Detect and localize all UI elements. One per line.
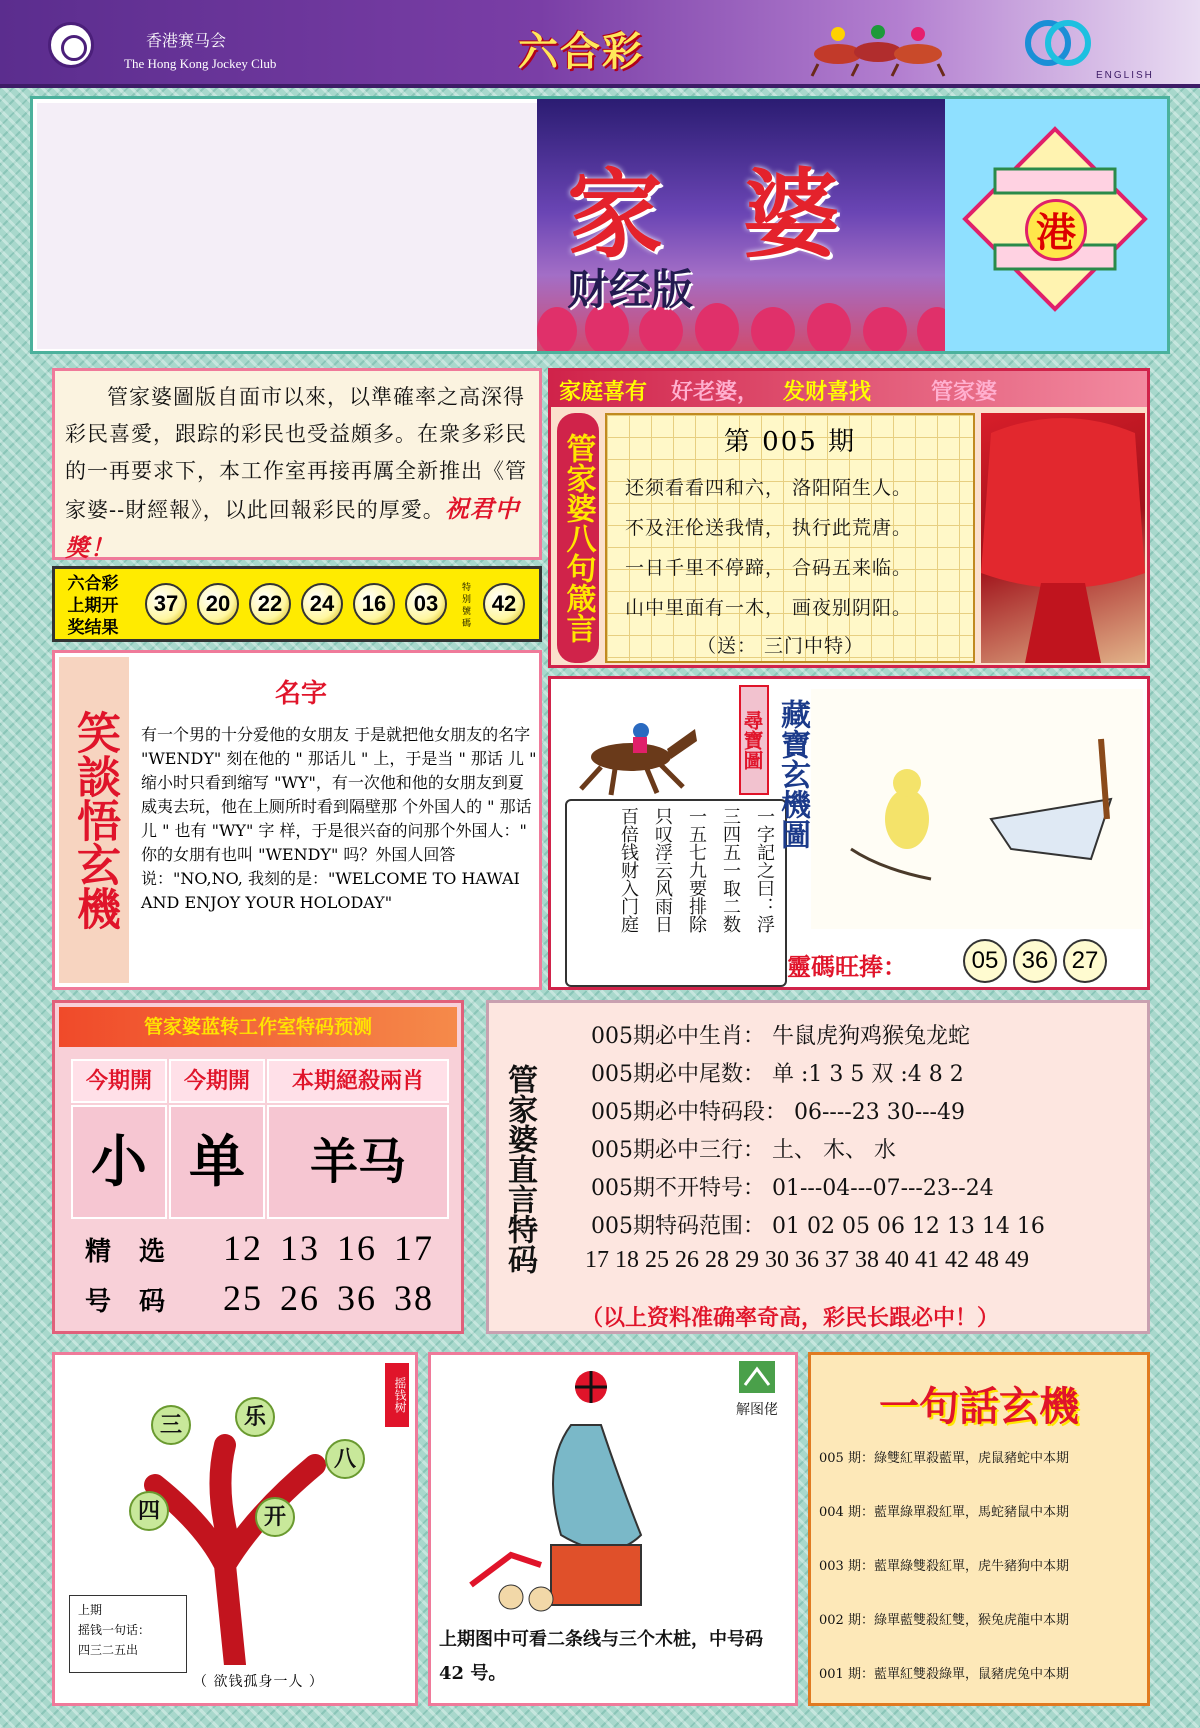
- bride-picture: [981, 413, 1145, 663]
- scroll-column: 三四五一取二数: [720, 807, 741, 933]
- scroll-column: 只叹浮云风雨日: [652, 807, 673, 933]
- poem-line: 还须看看四和六， 洛阳陌生人。: [625, 477, 913, 499]
- money-tree-tag: 摇钱树: [385, 1363, 409, 1427]
- special-line: 005期必中尾数： 单 :1 3 5 双 :4 8 2: [591, 1062, 964, 1087]
- picks-row: 25 26 36 38: [223, 1278, 434, 1318]
- money-tree-panel: [52, 1352, 418, 1706]
- banner-artwork: [537, 99, 947, 351]
- scroll-column: 百倍钱财入门庭: [618, 807, 639, 933]
- racing-horses-icon: [808, 14, 948, 78]
- picks-row: 12 13 16 17: [223, 1228, 434, 1268]
- treasure-side-title: 藏寶玄機圖: [775, 699, 810, 849]
- oneline-title: 一句話玄機: [879, 1383, 1079, 1430]
- treasure-map-tag: 尋寶圖: [739, 685, 769, 795]
- tree-ball: 三: [151, 1405, 191, 1445]
- slogan-part: 好老婆，: [671, 379, 760, 405]
- banner-subtitle: 财经版: [567, 265, 694, 314]
- lucky-number-ball: 05: [963, 939, 1007, 983]
- picks-label: 号码: [85, 1287, 194, 1317]
- oneline-row: 001 期：藍單紅雙殺綠單，鼠豬虎兔中本期: [819, 1667, 1069, 1682]
- intro-wish: 祝君中獎！: [65, 494, 520, 562]
- special-line: 005期不开特号： 01---04---07---23--24: [591, 1176, 994, 1201]
- prediction-cell: 单: [169, 1105, 265, 1219]
- joke-side-title: 笑談悟玄機: [59, 657, 129, 983]
- tree-ball: 乐: [235, 1397, 275, 1437]
- prediction-panel: [52, 1000, 464, 1334]
- prediction-col-head: 今期開: [169, 1059, 265, 1103]
- special-code-panel: [486, 1000, 1150, 1334]
- special-note: （以上资料准确率奇高，彩民长跟必中！）: [581, 1305, 1000, 1331]
- lucky-number-ball: 27: [1063, 939, 1107, 983]
- intro-paragraph: 管家婆圖版自面市以來，以準確率之高深得彩民喜愛，跟踪的彩民也受益頗多。在衆多彩民的一再要求下，本工作室再接再厲全新推出《管家婆--財經報》，以此回報彩民的厚愛。: [65, 385, 527, 522]
- result-ball: 24: [301, 583, 343, 625]
- header-bar: [0, 0, 1200, 88]
- english-link[interactable]: ENGLISH: [1096, 70, 1154, 81]
- poem-side-title: 管家婆八句箴言: [557, 413, 599, 663]
- results-label-line: 上期开: [67, 596, 119, 616]
- bride-veil-icon: [981, 413, 1145, 663]
- oneline-panel: [808, 1352, 1150, 1706]
- chick-trap-icon: [811, 689, 1143, 929]
- tree-ball: 开: [255, 1497, 295, 1537]
- club-name-cn: 香港赛马会: [146, 33, 227, 50]
- poem-slogan-bar: [551, 371, 1147, 407]
- special-line: 005期必中特码段： 06----23 30---49: [591, 1100, 965, 1125]
- intro-text: [65, 379, 529, 568]
- special-line: 005期特码范围： 01 02 05 06 12 13 14 16: [591, 1214, 1045, 1239]
- result-ball: 03: [405, 583, 447, 625]
- solver-icon: [737, 1359, 777, 1395]
- slogan-part: 管家婆: [931, 379, 998, 405]
- prediction-table: [71, 1059, 449, 1221]
- scroll-column: 一字記之曰：浮: [754, 807, 775, 933]
- club-name-en: The Hong Kong Jockey Club: [124, 56, 277, 71]
- treasure-picture: [811, 689, 1143, 929]
- joke-body: 有一个男的十分爱他的女朋友 于是就把他女朋友的名字 "WENDY" 刻在他的 " 那话儿 " 上，于是当 " 那话 儿 " 缩小时只看到缩写 "WY"，有一次他和他的女朋友到夏威夷去玩，他在上厕所时看到隔壁那 个外国人的 " 那话儿 " 也有 "WY" 字 样，于是很兴奋的问那个外国人：" 你的女朋有也叫 "WENDY" 吗？外国人回答说："NO,NO, 我刻的是："WELCOME TO HAWAI AND ENJOY YOUR HOLODAY": [141, 725, 537, 912]
- hkjc-logo-icon[interactable]: [48, 22, 94, 68]
- prediction-cell: 羊马: [267, 1105, 449, 1219]
- special-side-title: 管家婆直言特码: [502, 1064, 537, 1274]
- treasure-panel: [548, 676, 1150, 990]
- poem-line: 不及汪伦送我情， 执行此荒唐。: [625, 517, 913, 539]
- last-period-box: [69, 1595, 187, 1673]
- scroll-column: 一五七九要排除: [686, 807, 707, 933]
- seal-ball-icon: [451, 1365, 711, 1615]
- prediction-col-head: 本期絕殺兩肖: [267, 1059, 449, 1103]
- result-ball: 16: [353, 583, 395, 625]
- poem-line: 山中里面有一木， 画夜别阴阳。: [625, 597, 913, 619]
- special-ball: 42: [483, 583, 525, 625]
- poem-line: 一日千里不停蹄， 合码五来临。: [625, 557, 913, 579]
- results-label: [61, 573, 125, 639]
- oneline-row: 003 期：藍單綠雙殺紅單，虎牛豬狗中本期: [819, 1559, 1069, 1574]
- result-ball: 22: [249, 583, 291, 625]
- last-period-title: 上期: [78, 1603, 103, 1617]
- picks-label: 精选: [85, 1237, 194, 1267]
- slogan-part: 家庭喜有: [559, 379, 648, 405]
- special-line: 005期必中三行： 土、 木、 水: [591, 1138, 896, 1163]
- joke-panel: [52, 650, 542, 990]
- special-number-label: 特别號碼: [462, 582, 472, 628]
- joke-title: 名字: [275, 679, 328, 709]
- lucky-number-ball: 36: [1013, 939, 1057, 983]
- poem-panel: [548, 368, 1150, 668]
- mark6-title: 六合彩: [518, 28, 644, 75]
- last-period-line: 摇钱一句话：: [78, 1623, 151, 1637]
- slogan-part: 发财喜找: [783, 379, 872, 405]
- last-results-panel: [52, 566, 542, 642]
- poem-box: [605, 413, 975, 663]
- emblem-character: 港: [1025, 199, 1087, 261]
- tree-ball: 八: [325, 1439, 365, 1479]
- tree-ball: 四: [129, 1491, 169, 1531]
- tree-hint: （ 欲钱孤身一人 ）: [193, 1674, 324, 1690]
- hk-badge-icon[interactable]: [1022, 16, 1094, 70]
- lucky-numbers-label: 靈碼旺捧：: [787, 952, 907, 981]
- banner-blank-area: [37, 103, 537, 349]
- oneline-row: 002 期：綠單藍雙殺紅雙，猴兔虎龍中本期: [819, 1613, 1069, 1628]
- special-line: 005期必中生肖： 牛鼠虎狗鸡猴兔龙蛇: [591, 1024, 970, 1049]
- results-label-line: 奖结果: [67, 618, 119, 638]
- results-label-line: 六合彩: [67, 574, 119, 594]
- poem-note: （送： 三门中特）: [697, 635, 865, 657]
- solver-badge: [719, 1359, 795, 1423]
- poem-issue: 第 005 期: [723, 427, 857, 457]
- lantern-emblem: [945, 99, 1167, 351]
- banner: [30, 96, 1170, 354]
- oneline-row: 004 期：藍單綠單殺紅單，馬蛇豬鼠中本期: [819, 1505, 1069, 1520]
- result-ball: 37: [145, 583, 187, 625]
- prediction-col-head: 今期開: [71, 1059, 167, 1103]
- racehorse-icon: [571, 709, 701, 799]
- solver-label: 解图佬: [736, 1402, 778, 1418]
- seal-caption: 上期图中可看二条线与三个木桩，中号码 42 号。: [439, 1629, 763, 1684]
- result-ball: 20: [197, 583, 239, 625]
- special-range-continued: 17 18 25 26 28 29 30 36 37 38 40 41 42 48 49: [585, 1247, 1029, 1273]
- oneline-row: 005 期：綠雙紅單殺藍單，虎鼠豬蛇中本期: [819, 1451, 1069, 1466]
- last-period-line: 四三二五出: [78, 1643, 139, 1657]
- prediction-cell: 小: [71, 1105, 167, 1219]
- verse-scroll: [565, 799, 787, 987]
- prediction-header: 管家婆蓝转工作室特码预测: [59, 1007, 457, 1047]
- banner-title: 家婆: [567, 158, 919, 271]
- intro-panel: [52, 368, 542, 560]
- seal-puzzle-panel: [428, 1352, 798, 1706]
